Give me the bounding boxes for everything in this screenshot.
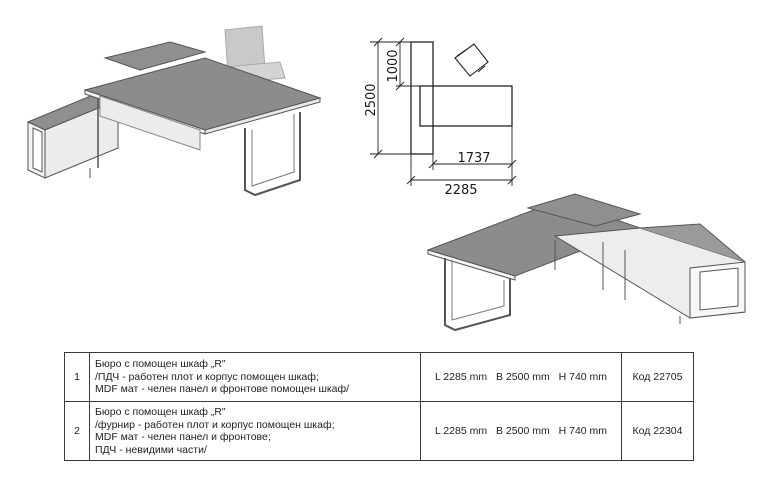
chair-plan-symbol	[455, 44, 488, 76]
length-value: L 2285 mm	[434, 370, 488, 383]
desk-perspective-rear	[428, 194, 745, 330]
desk-perspective-front	[28, 26, 320, 195]
product-dimensions	[421, 353, 622, 402]
description-line: ПДЧ - невидими части/	[95, 443, 207, 456]
row-number: 1	[65, 353, 90, 402]
product-code: Код 22705	[622, 353, 694, 402]
description-line: Бюро с помощен шкаф „R"	[95, 406, 226, 418]
table-row	[65, 402, 694, 461]
height-value: H 740 mm	[558, 370, 608, 383]
length-value: L 2285 mm	[434, 424, 488, 437]
product-description	[90, 402, 421, 461]
description-line: MDF мат - челен панел и фронтове;	[95, 431, 271, 443]
product-code: Код 22304	[622, 402, 694, 461]
description-line: MDF мат - челен панел и фронтове помощен шкаф/	[95, 383, 350, 396]
dimension-1000: 1000	[386, 49, 401, 83]
height-value: H 740 mm	[558, 424, 608, 437]
top-view-plan	[411, 42, 512, 154]
dimension-2285: 2285	[444, 183, 478, 198]
dimension-1737: 1737	[457, 151, 491, 166]
description-line: /ПДЧ - работен плот и корпус помощен шкаф;	[95, 370, 319, 383]
description-line: /фурнир - работен плот и корпус помощен шкаф;	[95, 418, 335, 431]
product-dimensions	[421, 402, 622, 461]
product-spec-table	[64, 352, 694, 461]
depth-value: B 2500 mm	[496, 370, 550, 383]
table-row	[65, 353, 694, 402]
depth-value: B 2500 mm	[496, 424, 550, 437]
product-description	[90, 353, 421, 402]
row-number: 2	[65, 402, 90, 461]
dimension-2500: 2500	[364, 83, 379, 117]
description-line: Бюро с помощен шкаф „R"	[95, 358, 226, 371]
